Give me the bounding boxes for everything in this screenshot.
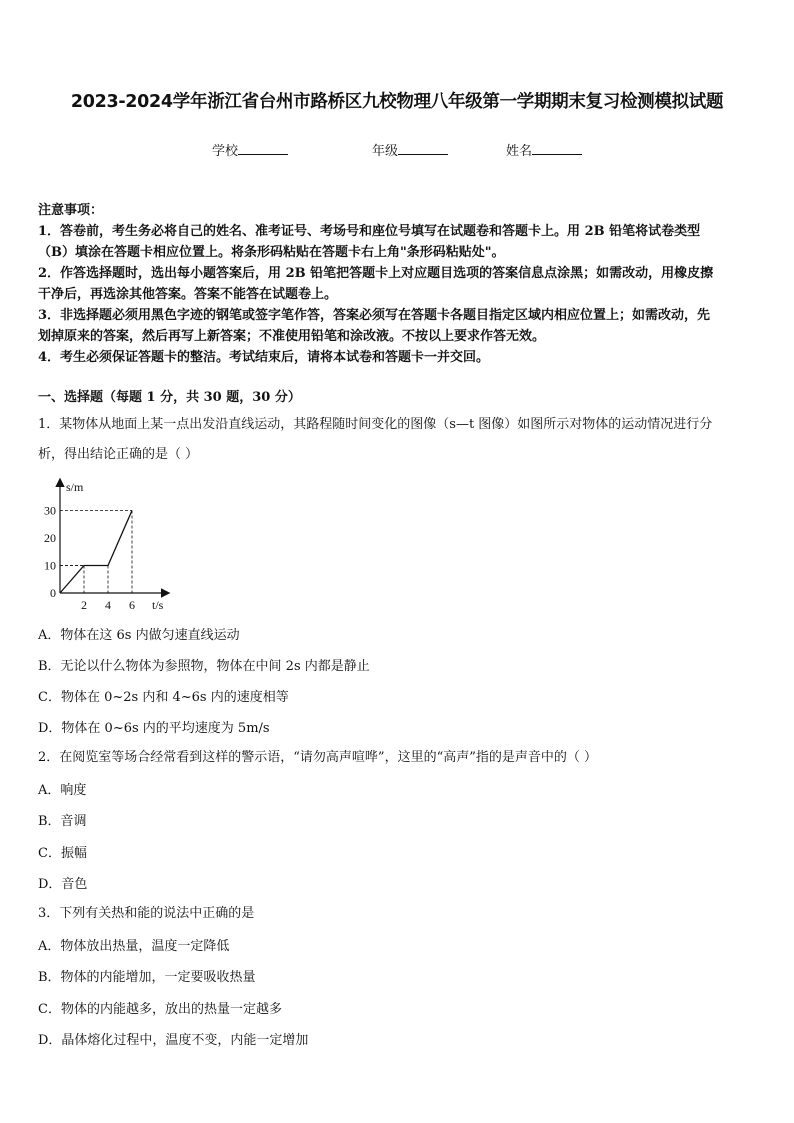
grade-field <box>372 140 448 159</box>
y-tick-label: 20 <box>44 531 56 545</box>
grade-label: 年级 <box>372 144 399 159</box>
y-tick-label: 10 <box>44 558 56 573</box>
x-tick-label: 4 <box>105 598 111 612</box>
option-c[interactable]: C．物体在 0~2s 内和 4~6s 内的速度相等 <box>38 690 289 705</box>
x-axis-label: t/s <box>152 598 164 612</box>
name-blank[interactable] <box>532 142 582 155</box>
notice-line: 划掉原来的答案，然后再写上新答案；不准使用铅笔和涂改液。不按以上要求作答无效。 <box>38 329 546 344</box>
grade-blank[interactable] <box>398 142 448 155</box>
option-a[interactable]: A．物体放出热量，温度一定降低 <box>38 939 230 954</box>
option-b[interactable]: B．音调 <box>38 814 87 829</box>
name-field <box>506 140 582 159</box>
option-a[interactable]: A．响度 <box>38 783 87 798</box>
page-title: 2023-2024学年浙江省台州市路桥区九校物理八年级第一学期期末复习检测模拟试题 <box>70 92 724 112</box>
question-stem: 2．在阅览室等场合经常看到这样的警示语，“请勿高声喧哗”，这里的“高声”指的是声音中的（ ） <box>38 750 597 765</box>
question-stem: 析，得出结论正确的是（ ） <box>38 447 199 462</box>
school-label: 学校 <box>212 144 239 159</box>
option-c[interactable]: C．物体的内能越多，放出的热量一定越多 <box>38 1002 282 1017</box>
option-d[interactable]: D．晶体熔化过程中，温度不变，内能一定增加 <box>38 1033 309 1048</box>
x-tick-label: 2 <box>81 598 87 612</box>
question-stem: 1．某物体从地面上某一点出发沿直线运动，其路程随时间变化的图像（s—t 图像）如图所示对物体的运动情况进行分 <box>38 417 713 432</box>
notice-line: 干净后，再选涂其他答案。答案不能答在试题卷上。 <box>38 287 338 302</box>
option-b[interactable]: B．无论以什么物体为参照物，物体在中间 2s 内都是静止 <box>38 659 370 674</box>
notice-line: 1．答卷前，考生务必将自己的姓名、准考证号、考场号和座位号填写在试题卷和答题卡上。用 2B 铅笔将试卷类型 <box>38 224 701 239</box>
option-d[interactable]: D．音色 <box>38 877 88 892</box>
school-blank[interactable] <box>238 142 288 155</box>
notice-block <box>38 200 758 368</box>
option-c[interactable]: C．振幅 <box>38 846 87 861</box>
series-line <box>60 511 132 594</box>
option-b[interactable]: B．物体的内能增加，一定要吸收热量 <box>38 970 256 985</box>
y-tick-label: 30 <box>44 503 56 518</box>
notice-line: 4．考生必须保证答题卡的整洁。考试结束后，请将本试卷和答题卡一并交回。 <box>38 350 490 365</box>
notice-line: 2．作答选择题时，选出每小题答案后，用 2B 铅笔把答题卡上对应题目选项的答案信息点涂黑；如需改动，用橡皮擦 <box>38 266 714 281</box>
option-a[interactable]: A．物体在这 6s 内做匀速直线运动 <box>38 628 240 643</box>
name-label: 姓名 <box>506 144 533 159</box>
notice-line: （B）填涂在答题卡相应位置上。将条形码粘贴在答题卡右上角"条形码粘贴处"。 <box>38 245 505 260</box>
y-axis-label: s/m <box>66 480 84 494</box>
st-graph <box>40 476 200 616</box>
y-tick-label: 0 <box>50 586 56 600</box>
school-field <box>212 140 288 159</box>
notice-heading: 注意事项： <box>38 203 104 218</box>
x-tick-label: 6 <box>129 598 135 612</box>
notice-line: 3．非选择题必须用黑色字迹的钢笔或签字笔作答，答案必须写在答题卡各题目指定区域内相应位置上；如需改动，先 <box>38 308 711 323</box>
question-stem: 3．下列有关热和能的说法中正确的是 <box>38 906 255 921</box>
section-heading: 一、选择题（每题 1 分，共 30 题，30 分） <box>38 390 301 405</box>
option-d[interactable]: D．物体在 0~6s 内的平均速度为 5m/s <box>38 721 270 736</box>
